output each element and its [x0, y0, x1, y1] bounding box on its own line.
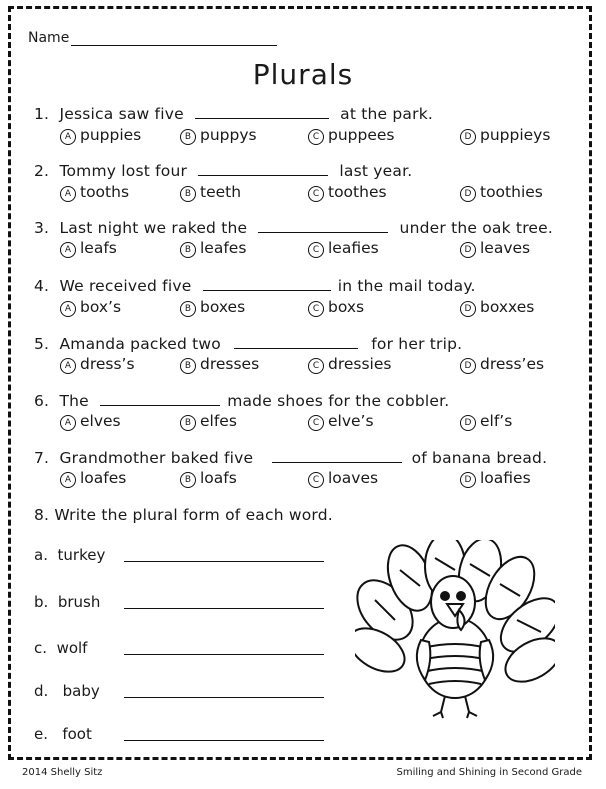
option-d[interactable]: D dress’es — [460, 355, 544, 374]
question-number: 2. — [34, 162, 50, 180]
question-text-after: last year. — [339, 162, 413, 180]
question-text-after: in the mail today. — [337, 277, 476, 295]
option-bubble[interactable]: D — [460, 129, 476, 145]
name-write-line[interactable] — [71, 31, 277, 46]
option-c[interactable]: C dressies — [308, 355, 391, 374]
answer-blank[interactable] — [100, 391, 220, 406]
question-text-after: for her trip. — [371, 335, 463, 353]
option-bubble[interactable]: D — [460, 242, 476, 258]
option-bubble[interactable]: C — [308, 415, 324, 431]
question-number: 3. — [34, 219, 50, 237]
option-bubble[interactable]: C — [308, 242, 324, 258]
word: brush — [57, 593, 101, 611]
option-a[interactable]: A loafes — [60, 469, 126, 488]
question-number: 1. — [34, 105, 50, 123]
option-c[interactable]: C boxs — [308, 298, 364, 317]
option-b[interactable]: B leafes — [180, 239, 246, 258]
word-item-a: a. turkey — [34, 546, 106, 564]
option-bubble[interactable]: A — [60, 472, 76, 488]
option-bubble[interactable]: A — [60, 129, 76, 145]
question-2 — [34, 161, 412, 180]
option-bubble[interactable]: A — [60, 415, 76, 431]
option-bubble[interactable]: C — [308, 129, 324, 145]
question-8-prompt: Write the plural form of each word. — [54, 506, 333, 524]
word: baby — [62, 682, 100, 700]
option-c[interactable]: C elve’s — [308, 412, 374, 431]
option-b[interactable]: B teeth — [180, 183, 241, 202]
question-4 — [34, 276, 476, 295]
question-number: 7. — [34, 449, 50, 467]
answer-line-c[interactable] — [124, 654, 324, 655]
option-bubble[interactable]: B — [180, 186, 196, 202]
word-item-c: c. wolf — [34, 639, 88, 657]
question-6 — [34, 391, 449, 410]
option-c[interactable]: C puppees — [308, 126, 395, 145]
option-bubble[interactable]: A — [60, 358, 76, 374]
option-a[interactable]: A puppies — [60, 126, 141, 145]
footer-copyright: 2014 Shelly Sitz — [22, 767, 103, 778]
question-number: 5. — [34, 335, 50, 353]
answer-blank[interactable] — [272, 448, 402, 463]
question-text-before: Amanda packed two — [59, 335, 221, 353]
question-number: 8. — [34, 506, 50, 524]
option-bubble[interactable]: B — [180, 301, 196, 317]
question-5 — [34, 334, 462, 353]
option-bubble[interactable]: C — [308, 472, 324, 488]
question-text-before: Jessica saw five — [59, 105, 184, 123]
option-bubble[interactable]: D — [460, 415, 476, 431]
word: foot — [62, 725, 92, 743]
question-text-after: made shoes for the cobbler. — [227, 392, 450, 410]
option-bubble[interactable]: B — [180, 129, 196, 145]
option-bubble[interactable]: A — [60, 301, 76, 317]
question-number: 4. — [34, 277, 50, 295]
name-row — [28, 30, 277, 46]
word-item-e: e. foot — [34, 725, 92, 743]
option-d[interactable]: D elf’s — [460, 412, 512, 431]
name-label: Name — [28, 30, 70, 46]
answer-blank[interactable] — [203, 276, 331, 291]
option-bubble[interactable]: C — [308, 186, 324, 202]
answer-blank[interactable] — [258, 218, 388, 233]
answer-blank[interactable] — [195, 104, 329, 119]
option-a[interactable]: A dress’s — [60, 355, 135, 374]
option-b[interactable]: B elfes — [180, 412, 237, 431]
footer-credit: Smiling and Shining in Second Grade — [396, 767, 582, 778]
answer-blank[interactable] — [198, 161, 328, 176]
question-3 — [34, 218, 553, 237]
option-b[interactable]: B loafs — [180, 469, 237, 488]
option-b[interactable]: B puppys — [180, 126, 257, 145]
question-text-after: under the oak tree. — [399, 219, 554, 237]
option-bubble[interactable]: B — [180, 415, 196, 431]
option-b[interactable]: B dresses — [180, 355, 259, 374]
turkey-illustration — [355, 540, 555, 720]
question-text-after: of banana bread. — [411, 449, 548, 467]
option-a[interactable]: A tooths — [60, 183, 129, 202]
word: wolf — [56, 639, 88, 657]
option-a[interactable]: A elves — [60, 412, 121, 431]
option-a[interactable]: A leafs — [60, 239, 117, 258]
option-c[interactable]: C toothes — [308, 183, 387, 202]
option-b[interactable]: B boxes — [180, 298, 245, 317]
option-c[interactable]: C leafies — [308, 239, 379, 258]
question-text-before: Tommy lost four — [59, 162, 188, 180]
option-bubble[interactable]: A — [60, 242, 76, 258]
answer-line-d[interactable] — [124, 697, 324, 698]
option-bubble[interactable]: B — [180, 242, 196, 258]
answer-blank[interactable] — [234, 334, 358, 349]
word-item-d: d. baby — [34, 682, 100, 700]
question-number: 6. — [34, 392, 50, 410]
question-text-before: The — [59, 392, 89, 410]
option-d[interactable]: D leaves — [460, 239, 530, 258]
option-c[interactable]: C loaves — [308, 469, 378, 488]
option-bubble[interactable]: D — [460, 472, 476, 488]
option-bubble[interactable]: C — [308, 301, 324, 317]
option-bubble[interactable]: B — [180, 472, 196, 488]
question-1 — [34, 104, 433, 123]
worksheet-title: Plurals — [252, 58, 354, 91]
answer-line-a[interactable] — [124, 561, 324, 562]
option-d[interactable]: D toothies — [460, 183, 543, 202]
answer-line-e[interactable] — [124, 740, 324, 741]
question-7 — [34, 448, 547, 467]
option-d[interactable]: D boxxes — [460, 298, 534, 317]
word: turkey — [57, 546, 106, 564]
option-a[interactable]: A box’s — [60, 298, 121, 317]
option-bubble[interactable]: D — [460, 186, 476, 202]
option-d[interactable]: D loafies — [460, 469, 531, 488]
option-bubble[interactable]: C — [308, 358, 324, 374]
question-text-after: at the park. — [340, 105, 434, 123]
answer-line-b[interactable] — [124, 608, 324, 609]
question-8 — [34, 506, 333, 524]
option-bubble[interactable]: D — [460, 358, 476, 374]
option-bubble[interactable]: A — [60, 186, 76, 202]
word-item-b: b. brush — [34, 593, 101, 611]
question-text-before: Grandmother baked five — [59, 449, 254, 467]
question-text-before: Last night we raked the — [59, 219, 248, 237]
option-bubble[interactable]: D — [460, 301, 476, 317]
option-bubble[interactable]: B — [180, 358, 196, 374]
option-d[interactable]: D puppieys — [460, 126, 550, 145]
question-text-before: We received five — [59, 277, 192, 295]
